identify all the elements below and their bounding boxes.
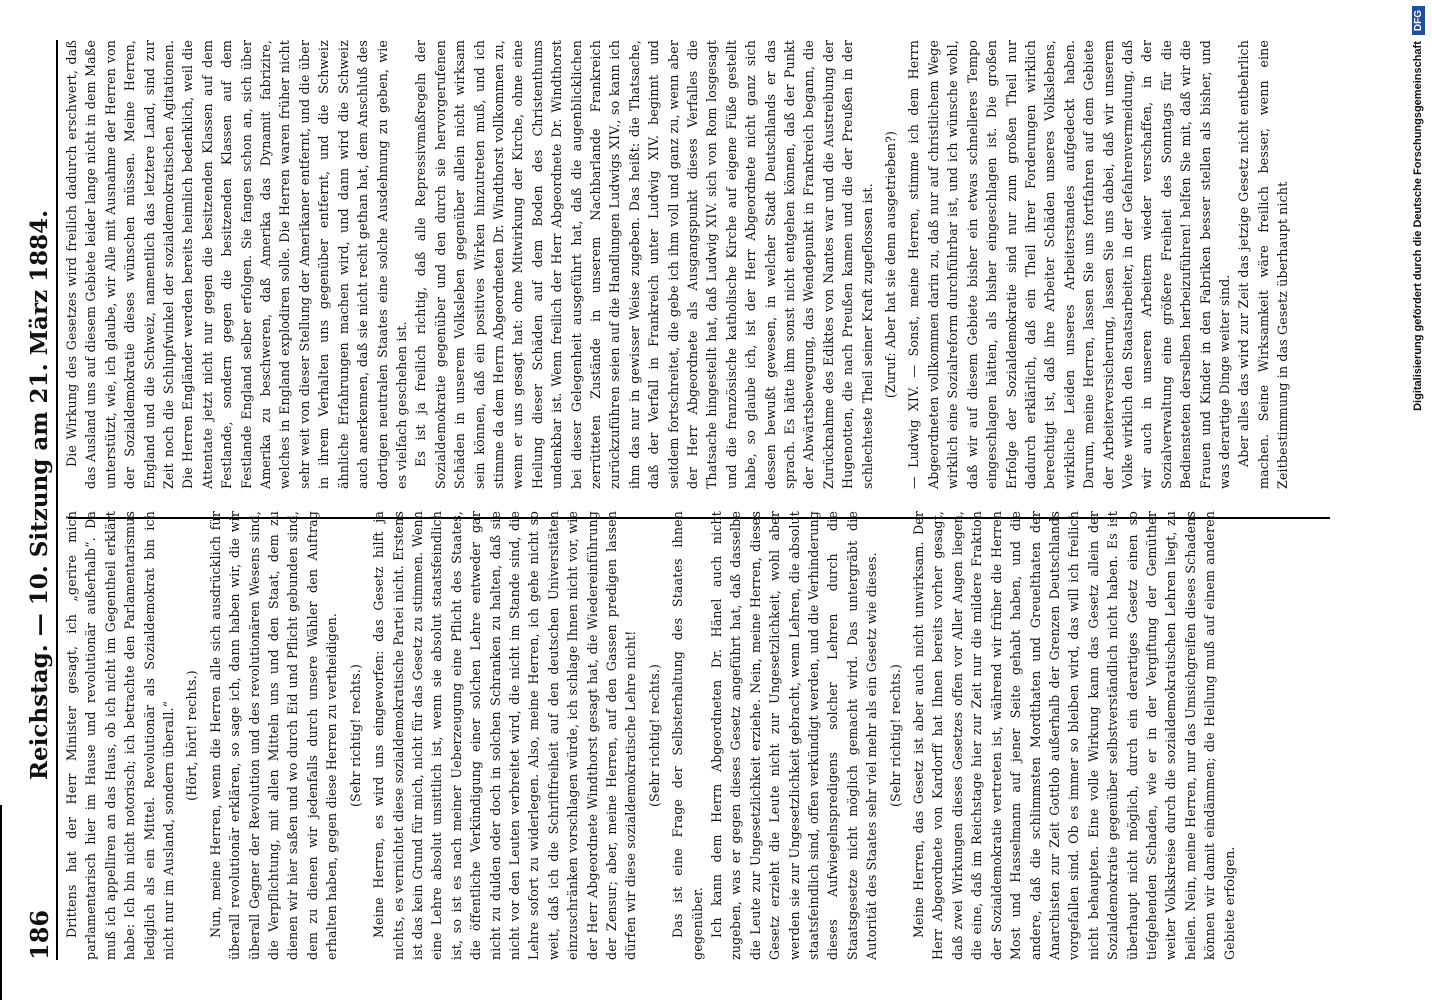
interjection: (Hört, hört! rechts.) [184,670,200,801]
paragraph: Die Wirkung des Gesetzes wird freilich dadurch erschwert, daß das Ausland uns auf diesem Gebiete leider lange nicht in dem Maße unterstützt, wie, ich glaube, wir Alle mit Ausnahme der Herren von der Sozialdemokratie dieses wünschen müssen. Meine Herren, England und die Schweiz, namentlich das letztere Land, sind zur Zeit noch die Schlupfwinkel der sozialdemokratischen Agitationen. Die Herren Engländer werden bereits heimlich bedenklich, weil die Attentate jetzt nicht nur gegen die besitzenden Klassen auf dem Festlande, sondern gegen die besitzenden Klassen auf dem Festlande England selber erfolgen. Sie fangen schon an, sich über Amerika zu beschweren, daß Amerika das Dynamit fabrizire, welches in England explodiren solle. Die Herren waren früher nicht sehr weit von dieser Stellung der Amerikaner entfernt, und die über in ihrem Verhalten uns gegenüber entfernt, und die Schweiz ähnliche Erfahrungen machen wird, und dann wird die Schweiz auch anerkennen, daß sie nicht recht gethan hat, dem Anschluß des dortigen neutralen Staates eine solche Ausdehnung zu geben, wie es vielfach geschehen ist. [64,40,409,489]
page-number: 186 [24,909,54,960]
paragraph: Meine Herren, das Gesetz ist aber auch nicht unwirksam. Der Herr Abgeordnete von Kardorff hat Ihnen bereits vorher gesagt, daß zwei Wirkungen dieses Gesetzes offen vor Aller Augen liegen, die eine, daß im Reichstage hier zur Zeit nur die mildere Fraktion der Sozialdemokratie vertreten ist, während wir früher die Herren Most und Hasselmann auf jener Seite gehabt haben, und die andere, daß die schlimmsten Mordthaten und Greuelthaten der Anarchisten zur Zeit Gottlob außerhalb der Grenzen Deutschlands vorgefallen sind. Ob es immer so bleiben wird, das will ich freilich nicht behaupten. Eine volle Wirkung kann das Gesetz allein der Sozialdemokratie gegenüber selbstverständlich nicht haben. Es ist überhaupt nicht möglich, durch ein derartiges Gesetz einen so tiefgehenden Schaden, wie er in der Vergiftung der Gemüther weiter Volkskreise durch die sozialdemokratischen Lehren liegt, zu heilen. Nein, meine Herren, nur das Umsichgreifen dieses Schadens können wir damit eindämmen; die Heilung muß auf einem anderen Gebiete erfolgen. [911,511,1237,960]
text-columns [62,40,1332,960]
credit-text: Digitalisierung gefördert durch die Deutsche Forschungsgemeinschaft [1412,41,1424,411]
paragraph: Meine Herren, es wird uns eingeworfen: das Gesetz hilft ja nichts, es vernichtet diese sozialdemokratische Partei nicht. Erstens ist das kein Grund für mich, nicht für das Gesetz zu stimmen. Wenn eine Lehre absolut unsittlich ist, wenn sie absolut staatsfeindlich ist, so ist es nach meiner Ueberzeugung eine Pflicht des Staates, die öffentliche Verkündigung einer solchen Lehre entweder gar nicht zu dulden oder doch in solchen Schranken zu halten, daß sie nicht vor den Leuten verbreitet wird, die nicht im Stande sind, die Lehre sofort zu widerlegen. Also, meine Herren, ich gehe nicht so weit, daß ich die Schriftfreiheit auf den deutschen Universitäten einzuschränken vorschlagen würde, ich schlage Ihnen nicht vor, wie der Herr Abgeordnete Windthorst gesagt hat, die Wiedereinführung der Zensur; aber, meine Herren, auf den Gassen predigen lassen dürfen wir diese sozialdemokratische Lehre nicht! [371,511,639,960]
credit-line [1404,0,1432,1000]
paragraph: — Ludwig XIV. — Sonst, meine Herren, stimme ich dem Herrn Abgeordneten vollkommen darin zu, daß nur auf christlichem Wege wirklich eine Sozialreform durchführbar ist, und ich wünsche wohl, daß wir auf diesem Gebiete bisher ein etwas schnelleres Tempo eingeschlagen hätten, als bisher eingeschlagen ist. Die großen Erfolge der Sozialdemokratie sind nur zum großen Theil nur dadurch erklärlich, daß ein Theil ihrer Forderungen wirklich berechtigt ist, daß ihre Arbeiter Schäden unseres Volkslebens, wirkliche Leiden unseres Arbeiterstandes aufgedeckt haben. Darum, meine Herren, lassen Sie uns fortfahren auf dem Gebiete der Arbeiterversicherung, lassen Sie uns dabei, daß wir unserem Volke wirklich den Staatsarbeiter, in der Gefahrenvermeidung, daß wir auch in unseren Arbeitern wieder verschaffen, in der Sozialverwaltung eine größere Freiheit des Sonntags für die Bediensteten derselben herbeizuführen! helfen Sie mit, daß wir die Frauen und Kinder in den Fabriken besser stellen als bisher, und was derartige Dinge weiter sind. [906,40,1232,489]
paragraph: Das ist eine Frage der Selbsterhaltung des Staates ihnen gegenüber. [670,511,705,960]
right-column [62,40,1332,489]
interjection: (Sehr richtig! rechts.) [887,663,903,808]
paragraph: Es ist ja freilich richtig, daß alle Repressivmaßregeln der Sozialdemokratie gegenüber und den durch sie hervorgerufenen Schäden in unserem Volksleben gegenüber allein nicht wirksam sein können, daß ein positives Wirken hinzutreten muß, und ich stimme da dem Herrn Abgeordneten Dr. Windthorst vollkommen zu, wenn er uns gesagt hat: ohne Mitwirkung der Kirche, ohne eine Heilung dieser Schäden auf dem Boden des Christenthums undenkbar ist. Wenn freilich der Herr Abgeordnete Dr. Windthorst bei dieser Gelegenheit ausgeführt hat, daß die augenblicklichen zerrütteten Zustände in unserem Nachbarlande Frankreich zurückzuführen seien auf die Handlungen Ludwigs XIV., so kann ich ihm das nur in gewisser Weise zugeben. Das heißt: die Thatsache, daß der Verfall in Frankreich unter Ludwig XIV. beginnt und seitdem fortschreitet, die gebe ich ihm voll und ganz zu, wenn aber der Herr Abgeordnete als Ausgangspunkt dieses Verfalles die Thatsache hingestellt hat, daß Ludwig XIV. sich von Rom losgesagt und die französische katholische Kirche auf eigene Füße gestellt habe, so glaube ich, ist der Herr Abgeordnete nicht ganz sich dessen bewußt gewesen, in welcher Stadt Deutschlands er das sprach. Es hätte ihm sonst nicht entgehen können, daß der Punkt der Abwärtsbewegung, das Wendepunkt in Frankreich begann, die Zurücknahme des Ediktes von Nantes war und die Austreibung der Hugenotten, die nach Preußen kamen und die der Preußen in der schlechteste Theil seiner Kraft zugeflossen ist. [413,40,875,489]
paragraph: Aber alles das wird zur Zeit das jetzige Gesetz nicht entbehrlich machen. Seine Wirksamkeit wäre freilich besser, wenn eine Zeitbestimmung in das Gesetz überhaupt nicht [1236,40,1291,489]
paragraph: Ich kann dem Herrn Abgeordneten Dr. Hänel auch nicht zugeben, was er gegen dieses Gesetz angeführt hat, daß dasselbe die Leute zur Ungesetzlichkeit erziehe. Nein, meine Herren, dieses Gesetz erzieht die Leute nicht zur Ungesetzlichkeit, wohl aber werden sie zur Ungesetzlichkeit gebracht, wenn Lehren, die absolut staatsfeindlich sind, offen verkündigt werden, und die Verhinderung dieses Aufwiegelnspredigens solcher Lehren durch die Staatsgesetze nicht möglich gemacht wird. Das untergräbt die Autorität des Staates sehr viel mehr als ein Gesetz wie dieses. [709,511,880,960]
interjection: (Sehr richtig! rechts.) [347,663,363,808]
page-title: Reichstag. — 10. Sitzung am 21. März 1884. [25,209,53,781]
paragraph: Drittens hat der Herr Minister gesagt, ich „gerire mich parlamentarisch hier im Hause und revolutionär außerhalb“. Da muß ich appelliren an das Haus, ob ich nicht im Gegentheil erklärt habe: Ich bin nicht notorisch; ich betrachte den Parlamentarismus lediglich als ein Mittel. Revolutionär als Sozialdemokrat bin ich nicht nur im Ausland, sondern überall.“ [64,511,177,960]
page-header [22,40,58,960]
digitization-credit-strip [1404,0,1432,1000]
paragraph: Nun, meine Herren, wenn die Herren alle sich ausdrücklich für überall revolutionär erklären, so sage ich, dann haben wir, die wir überall Gegner der Revolution und des revolutionären Wesens sind, die Verpflichtung, mit allen Mitteln uns und den Staat, dem zu dienen wir hier saßen und wo durch Eid und Pflicht gebunden sind, dem zu dienen wir jedenfalls durch unsere Wähler den Auftrag erhalten haben, gegen diese Herren zu vertheidigen. [207,511,340,960]
interjection: (Sehr richtig! rechts.) [646,663,662,808]
top-rule [0,805,2,1000]
dfg-logo: DFG [1412,6,1425,35]
interjection: (Zuruf: Aber hat sie denn ausgetrieben?) [883,130,899,399]
left-column [62,511,1332,960]
